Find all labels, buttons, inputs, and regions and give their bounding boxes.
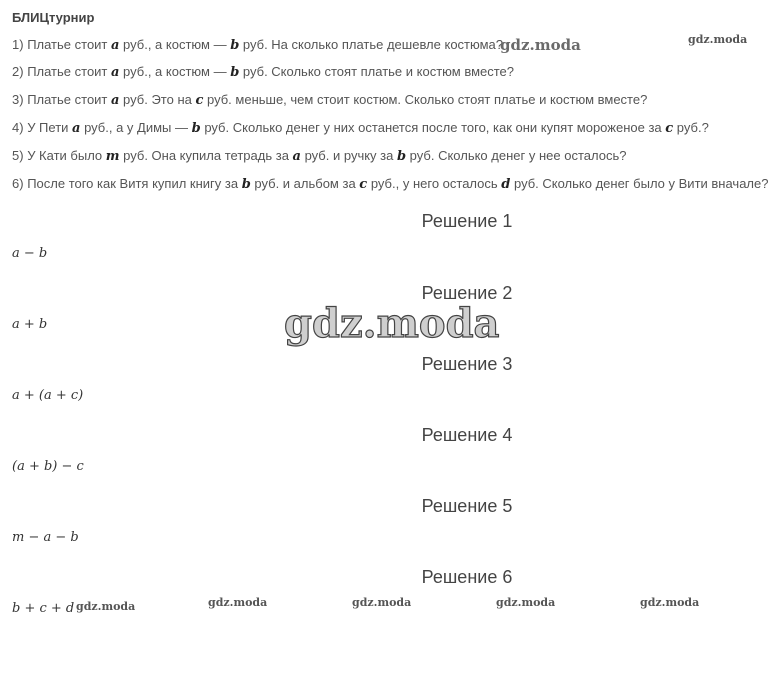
task-text: руб. Сколько денег было у Вити вначале? (510, 176, 769, 191)
task-text: руб. Сколько денег у нее осталось? (406, 148, 627, 163)
task-text: руб., а костюм — (119, 37, 231, 52)
variable: b (396, 149, 407, 164)
variable: m (105, 149, 120, 164)
solution-4-title: Решение 4 (421, 425, 513, 445)
solution-6-answer: b + c + d (12, 601, 75, 616)
task-text: руб. Сколько стоят платье и костюм вместе? (239, 64, 515, 79)
watermark: gdz.moda (640, 596, 700, 609)
watermark: gdz.moda (496, 596, 556, 609)
solution-2-answer: a + b (12, 317, 48, 332)
task-text: руб., а у Димы — (80, 120, 192, 135)
watermark: gdz.moda (500, 36, 581, 54)
solution-5-title: Решение 5 (421, 496, 513, 516)
variable: b (191, 121, 201, 136)
task-text: руб. Она купила тетрадь за (119, 148, 293, 163)
variable: b (241, 177, 251, 192)
task-number: 2) (12, 64, 24, 79)
watermark: gdz.moda (208, 596, 268, 609)
task-number: 1) (12, 37, 24, 52)
task-text: руб. Это на (119, 92, 196, 107)
task-number: 5) (12, 148, 24, 163)
solution-4-answer: (a + b) − c (12, 459, 84, 474)
task-text: Платье стоит (27, 37, 111, 52)
variable: a (111, 38, 120, 53)
task-3 (12, 91, 647, 110)
task-text: руб., а костюм — (119, 64, 231, 79)
task-1 (12, 36, 503, 55)
variable: a (111, 65, 120, 80)
variable: a (72, 121, 81, 136)
solution-6-title: Решение 6 (421, 567, 513, 587)
solution-3-title: Решение 3 (421, 354, 513, 374)
variable: a (292, 149, 301, 164)
variable: a (111, 93, 120, 108)
task-text: руб. На сколько платье дешевле костюма? (239, 37, 504, 52)
variable: d (501, 177, 511, 192)
task-text: руб. и ручку за (300, 148, 397, 163)
task-5 (12, 147, 626, 166)
task-text: руб. меньше, чем стоит костюм. Сколько стоят платье и костюм вместе? (203, 92, 648, 107)
variable: b (230, 65, 240, 80)
solution-1-title: Решение 1 (421, 211, 513, 231)
task-number: 3) (12, 92, 24, 107)
task-text: руб.? (673, 120, 709, 135)
task-text: У Кати было (27, 148, 106, 163)
variable: b (230, 38, 240, 53)
task-text: После того как Витя купил книгу за (27, 176, 242, 191)
watermark-large: gdz.moda (284, 300, 500, 347)
task-number: 6) (12, 176, 24, 191)
task-text: руб. Сколько денег у них останется после того, как они купят мороженое за (200, 120, 666, 135)
task-4 (12, 119, 709, 138)
section-heading: БЛИЦтурнир (12, 10, 95, 25)
solution-3-answer: a + (a + c) (12, 388, 84, 403)
task-text: Платье стоит (27, 64, 111, 79)
task-text: руб., у него осталось (367, 176, 502, 191)
variable: c (665, 121, 674, 136)
watermark: gdz.moda (352, 596, 412, 609)
solution-1-answer: a − b (12, 246, 48, 261)
task-text: Платье стоит (27, 92, 111, 107)
task-number: 4) (12, 120, 24, 135)
watermark: gdz.moda (76, 600, 136, 613)
variable: c (195, 93, 204, 108)
solution-2-title: Решение 2 (421, 283, 513, 303)
variable: c (359, 177, 368, 192)
task-text: руб. и альбом за (250, 176, 360, 191)
watermark: gdz.moda (688, 33, 748, 46)
task-text: У Пети (27, 120, 73, 135)
task-2 (12, 63, 514, 82)
task-6 (12, 175, 768, 194)
solution-5-answer: m − a − b (12, 530, 79, 545)
